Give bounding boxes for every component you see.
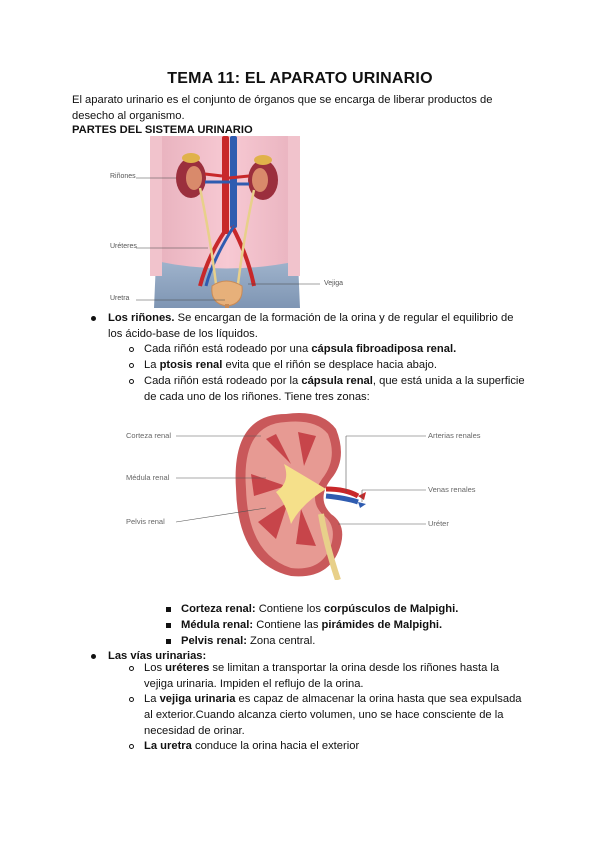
- rinones-item-1: [144, 341, 544, 357]
- bullet-circle: [129, 363, 134, 368]
- label-rinones: Riñones: [110, 173, 136, 180]
- rinones-paragraph: [108, 310, 528, 342]
- item-text: Cada riñón está rodeado por una: [144, 343, 312, 355]
- label-medula: Médula renal: [126, 473, 170, 482]
- urinary-system-illustration: [108, 136, 348, 308]
- bullet-square: [166, 639, 171, 644]
- bullet-circle: [129, 379, 134, 384]
- label-pelvis: Pelvis renal: [126, 517, 165, 526]
- item-text-line3: necesidad de orinar.: [144, 725, 245, 737]
- zona-text: Contiene los: [255, 603, 325, 615]
- label-arterias: Arterias renales: [428, 431, 481, 440]
- rinones-text-line2: los ácido-base de los líquidos.: [108, 328, 258, 340]
- item-text: Cada riñón está rodeado por la: [144, 375, 302, 387]
- rinones-item-2: [144, 357, 544, 373]
- zona-bold: Corteza renal:: [181, 603, 256, 615]
- zona-text: Contiene las: [253, 619, 322, 631]
- label-vejiga: Vejiga: [324, 280, 344, 287]
- zona-item-1: [181, 601, 458, 617]
- kidney-figure: [126, 404, 506, 580]
- urinary-system-figure: [108, 136, 348, 308]
- intro-line-2: desecho al organismo.: [72, 110, 185, 122]
- bullet-square: [166, 623, 171, 628]
- item-bold: vejiga urinaria: [159, 693, 236, 705]
- bullet-circle: [129, 744, 134, 749]
- section-heading: PARTES DEL SISTEMA URINARIO: [72, 124, 253, 136]
- item-text: La: [144, 693, 160, 705]
- label-uretra: Uretra: [110, 295, 130, 302]
- zona-bold: Médula renal:: [181, 619, 254, 631]
- label-venas: Venas renales: [428, 485, 476, 494]
- vias-item-2: [144, 691, 544, 739]
- item-text-line2: vejiga urinaria. Impiden el reflujo de la orina.: [144, 678, 364, 690]
- item-bold: ptosis renal: [159, 359, 223, 371]
- item-text: , que está unida a la superficie: [372, 375, 525, 387]
- intro-line-1: El aparato urinario es el conjunto de órganos que se encarga de liberar productos de: [72, 94, 493, 106]
- zona-bold: Pelvis renal:: [181, 635, 247, 647]
- item-bold: cápsula fibroadiposa renal.: [311, 343, 457, 355]
- vias-heading: Las vías urinarias:: [108, 650, 207, 662]
- label-ureteres: Uréteres: [110, 243, 137, 250]
- item-text-line2: al exterior.Cuando alcanza cierto volumen, uno se hace consciente de la: [144, 709, 504, 721]
- bullet-dot: [91, 316, 96, 321]
- item-text: Los: [144, 662, 166, 674]
- rinones-heading: Los riñones.: [108, 312, 175, 324]
- page-title: TEMA 11: EL APARATO URINARIO: [167, 70, 433, 87]
- zona-bold: corpúsculos de Malpighi.: [324, 603, 459, 615]
- zona-item-3: [181, 633, 315, 649]
- bullet-dot: [91, 654, 96, 659]
- item-bold: uréteres: [165, 662, 210, 674]
- bullet-circle: [129, 697, 134, 702]
- label-corteza: Corteza renal: [126, 431, 172, 440]
- item-text: se limitan a transportar la orina desde los riñones hasta la: [209, 662, 500, 674]
- item-bold: cápsula renal: [301, 375, 373, 387]
- item-bold: La uretra: [144, 740, 192, 752]
- rinones-item-3: [144, 373, 544, 405]
- zona-item-2: [181, 617, 442, 633]
- bullet-circle: [129, 666, 134, 671]
- vias-item-3: [144, 738, 544, 754]
- vias-item-1: [144, 660, 544, 692]
- label-ureter: Uréter: [428, 519, 449, 528]
- item-text: conduce la orina hacia el exterior: [191, 740, 360, 752]
- zona-bold: pirámides de Malpighi.: [321, 619, 443, 631]
- intro-paragraph: [72, 92, 532, 124]
- zona-text: Zona central.: [246, 635, 316, 647]
- item-text: es capaz de almacenar la orina hasta que sea expulsada: [235, 693, 522, 705]
- rinones-text: Se encargan de la formación de la orina y de regular el equilibrio de: [174, 312, 514, 324]
- item-text: La: [144, 359, 160, 371]
- bullet-circle: [129, 347, 134, 352]
- bullet-square: [166, 607, 171, 612]
- item-text-line2: de cada uno de los riñones. Tiene tres zonas:: [144, 391, 370, 403]
- item-text: evita que el riñón se desplace hacia abajo.: [222, 359, 437, 371]
